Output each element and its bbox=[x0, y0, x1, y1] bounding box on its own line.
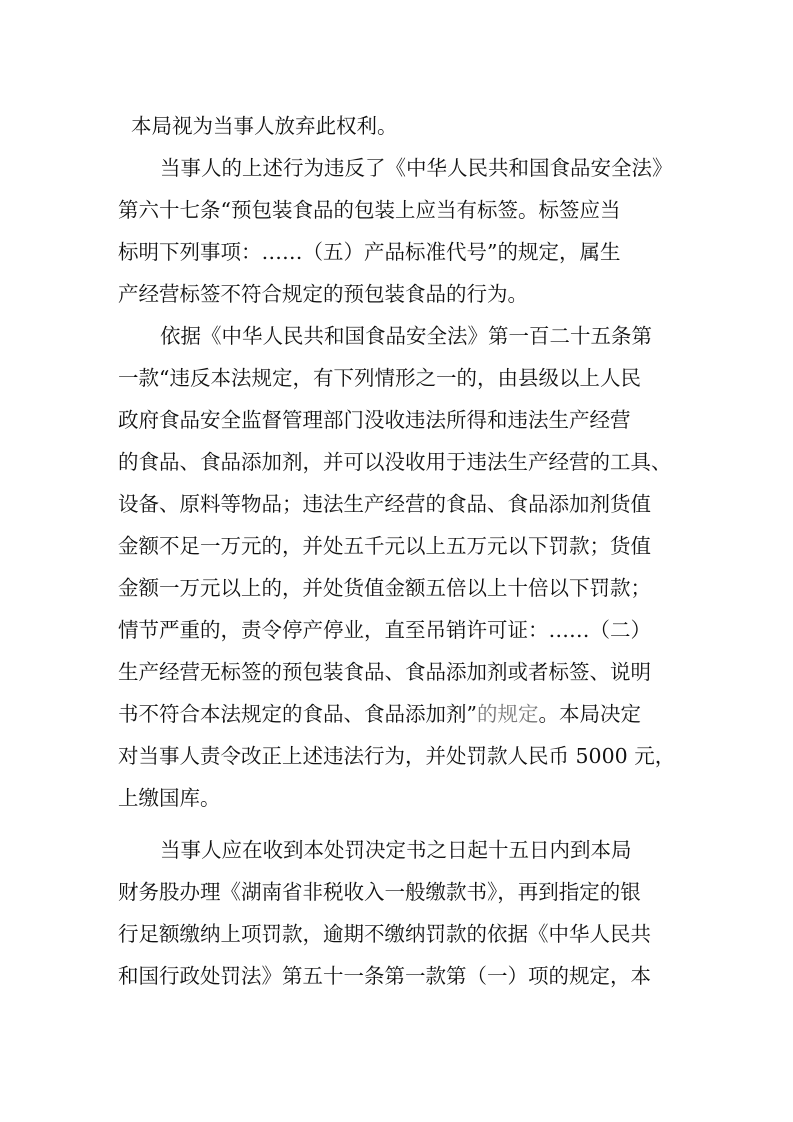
text-line bbox=[118, 700, 641, 728]
text-line: 情节严重的，责令停产停业，直至吊销许可证：……（二） bbox=[118, 618, 651, 642]
text-line: 当事人的上述行为违反了《中华人民共和国食品安全法》 bbox=[160, 156, 673, 180]
text-line: 本局视为当事人放弃此权利。 bbox=[131, 114, 398, 138]
text-line: 标明下列事项：……（五）产品标准代号”的规定，属生 bbox=[118, 240, 621, 264]
text-line: 行足额缴纳上项罚款，逾期不缴纳罚款的依据《中华人民共 bbox=[118, 922, 651, 946]
text-line: 对当事人责令改正上述违法行为，并处罚款人民币 5000 元， bbox=[118, 744, 676, 768]
text-line: 财务股办理《湖南省非税收入一般缴款书》，再到指定的银 bbox=[118, 880, 641, 904]
text-segment: 。本局决定 bbox=[538, 702, 641, 726]
text-line: 设备、原料等物品；违法生产经营的食品、食品添加剂货值 bbox=[118, 492, 651, 516]
text-line: 金额一万元以上的，并处货值金额五倍以上十倍以下罚款； bbox=[118, 576, 651, 600]
text-line: 政府食品安全监督管理部门没收违法所得和违法生产经营 bbox=[118, 408, 631, 432]
text-line: 金额不足一万元的，并处五千元以上五万元以下罚款；货值 bbox=[118, 534, 651, 558]
text-line: 当事人应在收到本处罚决定书之日起十五日内到本局 bbox=[160, 838, 632, 862]
text-segment: 书不符合本法规定的食品、食品添加剂” bbox=[118, 702, 477, 726]
text-line: 第六十七条“预包装食品的包装上应当有标签。标签应当 bbox=[118, 198, 621, 222]
text-line: 依据《中华人民共和国食品安全法》第一百二十五条第 bbox=[160, 324, 652, 348]
text-line: 和国行政处罚法》第五十一条第一款第（一）项的规定，本 bbox=[118, 964, 651, 988]
text-line: 的食品、食品添加剂，并可以没收用于违法生产经营的工具、 bbox=[118, 450, 672, 474]
text-line: 上缴国库。 bbox=[118, 786, 221, 810]
text-segment-gray: 的规定 bbox=[476, 702, 539, 726]
text-line: 生产经营无标签的预包装食品、食品添加剂或者标签、说明 bbox=[118, 660, 651, 684]
text-line: 一款“违反本法规定，有下列情形之一的，由县级以上人民 bbox=[118, 366, 641, 390]
text-line: 产经营标签不符合规定的预包装食品的行为。 bbox=[118, 282, 528, 306]
